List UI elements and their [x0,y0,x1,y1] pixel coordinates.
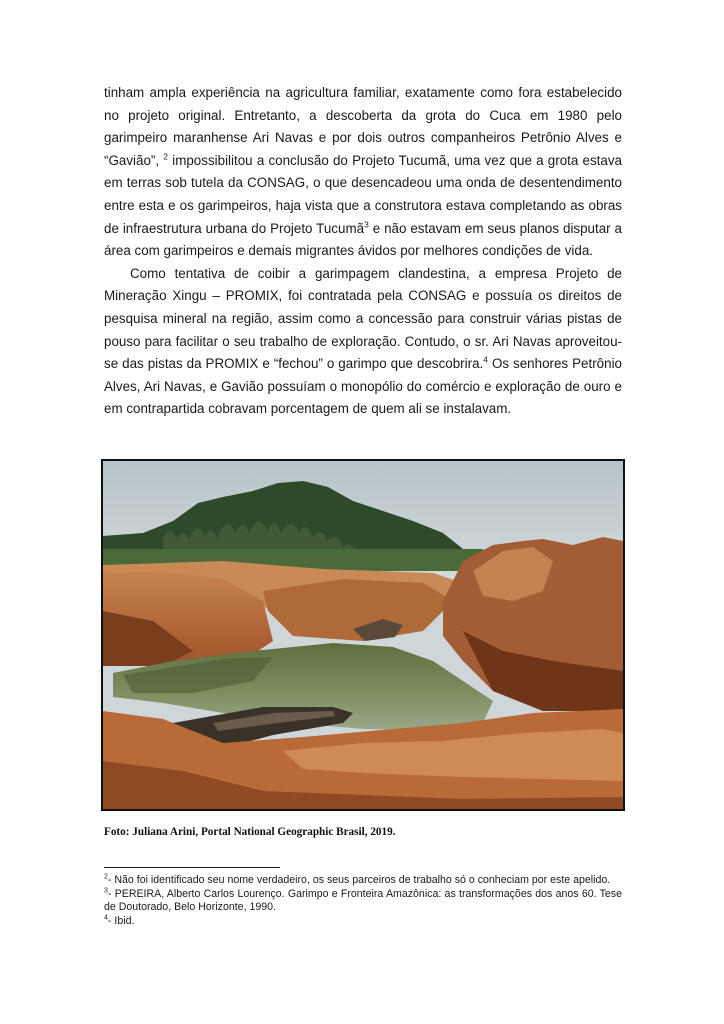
paragraph-2-text-a: Como tentativa de coibir a garimpagem clandestina, a empresa Projeto de Mineração Xingu – PROMIX, foi contratada pela CONSAG e possuía os direitos de pesquisa mineral na região, assim como a concessão para construir várias pistas de pouso para facilitar o seu trabalho de exploração. Contudo, o sr. Ari Navas aproveitou-se das pistas da PROMIX e “fechou” o garimpo que descobrira. [104,265,622,372]
mining-site-photo [101,459,625,811]
paragraph-1-text-c: e não estavam em seus planos disputar a área com garimpeiros e demais migrantes ávidos por melhores condições de vida. [104,220,623,259]
footnote-3-text: - PEREIRA, Alberto Carlos Lourenço. Garimpo e Fronteira Amazônica: as transformações dos anos 60. Tese de Doutorado, Belo Horizonte, 1990. [104,887,622,914]
footnote-ref-4[interactable]: 4 [483,354,488,365]
paragraph-2-text-b: Os senhores Petrônio Alves, Ari Navas, e Gavião possuíam o monopólio do comércio e exploração de ouro e em contrapartida cobravam porcentagem de quem ali se instalavam. [104,356,622,417]
footnote-mark-4: 4 [104,914,108,922]
figure-caption: Foto: Juliana Arini, Portal National Geographic Brasil, 2019. [104,826,396,838]
footnote-mark-3: 3 [104,887,108,895]
footnote-2 [104,874,622,888]
footnote-ref-2[interactable]: 2 [163,151,169,162]
footnote-4 [104,915,622,929]
footnote-mark-2: 2 [104,873,108,881]
paragraph-1-text-a: tinham ampla experiência na agricultura familiar, exatamente como fora estabelecido no projeto original. Entretanto, a descoberta da grota do Cuca em 1980 pelo garimpeiro maranhense Ari Navas e por dois outros companheiros Petrônio Alves e “Gavião”, [104,85,622,168]
footnote-2-text: - Não foi identificado seu nome verdadeiro, os seus parceiros de trabalho só o conheciam por este apelido. [107,874,611,886]
footnote-3 [104,888,622,915]
footnote-separator [104,867,280,868]
footnote-ref-3[interactable]: 3 [364,219,369,230]
paragraph-2 [104,263,622,421]
footnote-4-text: - Ibid. [107,914,135,927]
footnotes [104,874,622,928]
paragraph-1 [104,82,622,263]
paragraph-1-text-b: impossibilitou a conclusão do Projeto Tucumã, uma vez que a grota estava em terras sob tutela da CONSAG, o que desencadeou uma onda de desentendimento entre esta e os garimpeiros, haja vista que a construtora estava completando as obras de infraestrutura urbana do Projeto Tucumã [104,152,622,236]
body-text [104,82,622,421]
photo-illustration [103,461,623,809]
